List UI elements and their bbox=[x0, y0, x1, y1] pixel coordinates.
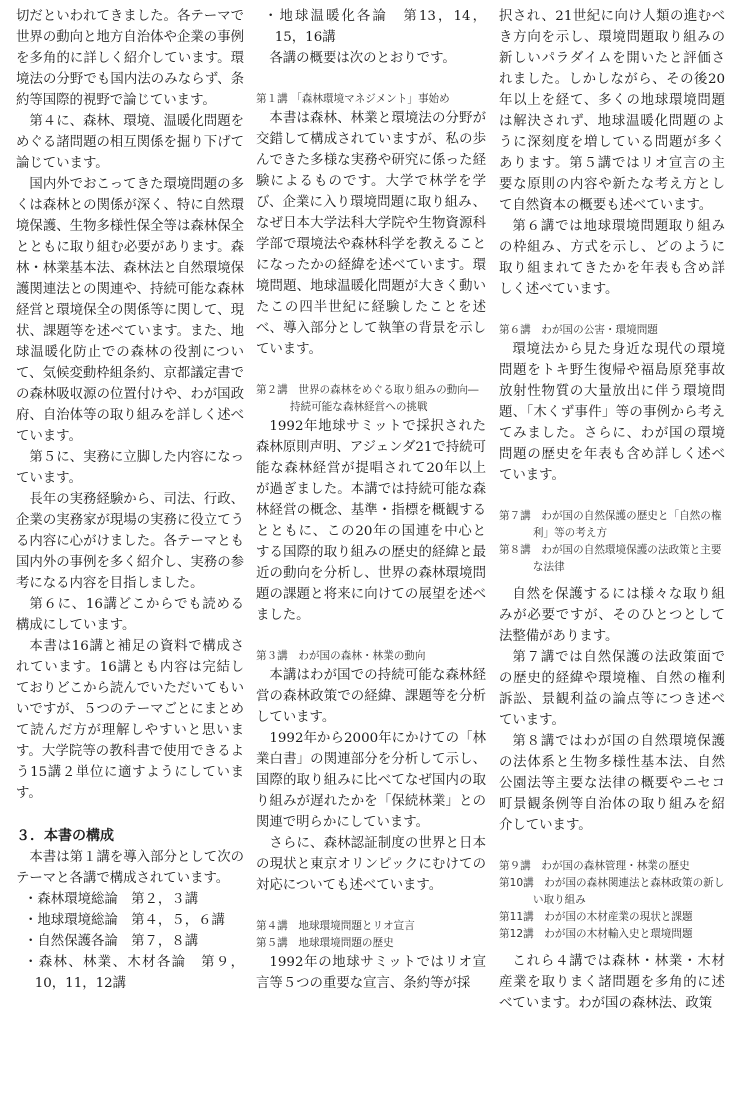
spacer bbox=[499, 576, 725, 584]
lecture-heading: 第11講 わが国の木材産業の現状と課題 bbox=[499, 911, 693, 923]
paragraph: 1992年から2000年にかけての「林業白書」の関連部分を分析して示し、国際的取り組みに比べてなぜ国内の取り組みが遅れたかを「保続林業」との関連で明らかにしています。 bbox=[256, 731, 486, 830]
lecture-heading: 第３講 わが国の森林・林業の動向 bbox=[256, 650, 426, 662]
list-item: ・森林、林業、木材各論 第９，10，11，12講 bbox=[24, 955, 244, 991]
paragraph: 各講の概要は次のとおりです。 bbox=[269, 51, 456, 66]
paragraph: 本講はわが国での持続可能な森林経営の森林政策での経緯、課題等を分析しています。 bbox=[256, 668, 486, 725]
lecture-heading: 第８講 わが国の自然環境保護の法政策と主要な法律 bbox=[499, 544, 722, 573]
paragraph: 択され、21世紀に向け人類の進むべき方向を示し、環境問題取り組みの新しいパラダイムを開いたと評価されました。しかしながら、その後20年以上を経て、多くの地球環境問題は解決されず、地球温暖化問題のように深刻度を増している問題が多くあります。第５講ではリオ宣言の主要な原則の内容や新たな考え方として自然資本の概要も述べています。 bbox=[499, 9, 725, 213]
column-right bbox=[499, 6, 725, 1014]
paragraph: 長年の実務経験から、司法、行政、企業の実務家が現場の実務に役立てうる内容に心がけました。各テーマとも国内外の事例を多く紹介し、実務の参考になる内容を目指しました。 bbox=[16, 492, 244, 591]
lecture-heading: 第５講 地球環境問題の歴史 bbox=[256, 937, 394, 949]
lecture-heading: 第２講 世界の森林をめぐる取り組みの動向―持続可能な森林経営への挑戦 bbox=[256, 384, 479, 413]
section-heading: ３．本書の構成 bbox=[16, 828, 114, 844]
spacer bbox=[256, 360, 486, 382]
lecture-heading: 第９講 わが国の森林管理・林業の歴史 bbox=[499, 860, 690, 872]
spacer bbox=[256, 896, 486, 918]
paragraph: 第５に、実務に立脚した内容になっています。 bbox=[16, 450, 244, 486]
lecture-heading: 第７講 わが国の自然保護の歴史と「自然の権利」等の考え方 bbox=[499, 510, 722, 539]
list-item: ・森林環境総論 第２，３講 bbox=[24, 892, 199, 907]
lecture-heading: 第10講 わが国の森林関連法と森林政策の新しい取り組み bbox=[499, 877, 725, 906]
paragraph: 環境法から見た身近な現代の環境問題をトキ野生復帰や福島原発事故放射性物質の大量放出に伴う環境問題、「木くず事件」等の事例から考えてみました。さらに、わが国の環境問題の歴史を年表も含め詳しく述べています。 bbox=[499, 342, 725, 483]
paragraph: さらに、森林認証制度の世界と日本の現状と東京オリンピックにむけての対応についても述べています。 bbox=[256, 836, 486, 893]
paragraph: 1992年地球サミットで採択された森林原則声明、アジェンダ21で持続可能な森林経営が提唱されて20年以上が過ぎました。本講では持続可能な森林経営の概念、基準・指標を概観するとともに、この20年の国連を中心とする国際的取り組みの歴史的経緯と最近の動向を分析し、世界の森林環境問題の課題と将来に向けての展望を述べました。 bbox=[256, 419, 486, 623]
paragraph: これら４講では森林・林業・木材産業を取りまく諸問題を多角的に述べています。わが国の森林法、政策 bbox=[499, 954, 725, 1011]
paragraph: 第６講では地球環境問題取り組みの枠組み、方式を示し、どのように取り組まれてきたかを年表も含め詳しく述べています。 bbox=[499, 219, 725, 297]
spacer bbox=[499, 836, 725, 858]
spacer bbox=[256, 626, 486, 648]
column-middle bbox=[256, 6, 486, 994]
list-item: ・自然保護各論 第７，８講 bbox=[24, 934, 199, 949]
spacer bbox=[499, 300, 725, 322]
lecture-heading: 第４講 地球環境問題とリオ宣言 bbox=[256, 920, 415, 932]
paragraph: 第４に、森林、環境、温暖化問題をめぐる諸問題の相互関係を掘り下げて論じています。 bbox=[16, 114, 244, 171]
paragraph: 第７講では自然保護の法政策面での歴史的経緯や環境権、自然の権利訴訟、景観利益の論点等につき述べています。 bbox=[499, 650, 725, 728]
spacer bbox=[256, 69, 486, 91]
column-left bbox=[16, 6, 244, 994]
lecture-heading: 第12講 わが国の木材輸入史と環境問題 bbox=[499, 928, 693, 940]
lecture-heading: 第６講 わが国の公害・環境問題 bbox=[499, 324, 658, 336]
spacer bbox=[499, 486, 725, 508]
spacer bbox=[499, 943, 725, 951]
lecture-heading: 第１講 「森林環境マネジメント」事始め bbox=[256, 93, 450, 105]
paragraph: 国内外でおこってきた環境問題の多くは森林との関係が深く、特に自然環境保護、生物多様性保全等は森林保全とともに取り組む必要があります。森林・林業基本法、森林法と自然環境保護関連法との関連や、持続可能な森林経営と環境保全の関係等に関して、現状、課題等を述べています。また、地球温暖化防止での森林の役割について、気候変動枠組条約、京都議定書での森林吸収源の位置付けや、わが国政府、自治体等の取り組みを詳しく述べています。 bbox=[16, 177, 244, 444]
paragraph: 第６に、16講どこからでも読める構成にしています。 bbox=[16, 597, 244, 633]
paragraph: 切だといわれてきました。各テーマで世界の動向と地方自治体や企業の事例を多角的に詳しく紹介しています。環境法の分野でも国内法のみならず、条約等国際的視野で論じています。 bbox=[16, 9, 244, 108]
paragraph: 本書は16講と補足の資料で構成されています。16講とも内容は完結しておりどこから読んでいただいてもいいですが、５つのテーマごとにまとめて読んだ方が理解しやすいと思います。大学院等の教科書で使用できるよう15講２単位に適すようにしています。 bbox=[16, 639, 244, 801]
paragraph: 本書は第１講を導入部分として次のテーマと各講で構成されています。 bbox=[16, 850, 244, 886]
paragraph: 本書は森林、林業と環境法の分野が交錯して構成されていますが、私の歩んできた多様な実務や研究に係った経験によるものです。大学で林学を学び、企業に入り環境問題に取り組み、なぜ日本大学法科大学院や生物資源科学部で環境法や森林科学を教えることになったかの経緯を述べています。環境問題、地球温暖化問題が大きく動いたこの四半世紀に経験したことを述べ、導入部分として執筆の背景を示しています。 bbox=[256, 111, 486, 357]
paragraph: 自然を保護するには様々な取り組みが必要ですが、そのひとつとして法整備があります。 bbox=[499, 587, 725, 644]
list-item: ・地球環境総論 第４，５，６講 bbox=[24, 913, 225, 928]
paragraph: 1992年の地球サミットではリオ宣言等５つの重要な宣言、条約等が採 bbox=[256, 955, 486, 991]
list-item: ・地球温暖化各論 第13，14，15，16講 bbox=[264, 9, 486, 45]
paragraph: 第８講ではわが国の自然環境保護の法体系と生物多様性基本法、自然公園法等主要な法律の概要やニセコ町景観条例等自治体の取り組みを紹介しています。 bbox=[499, 734, 725, 833]
